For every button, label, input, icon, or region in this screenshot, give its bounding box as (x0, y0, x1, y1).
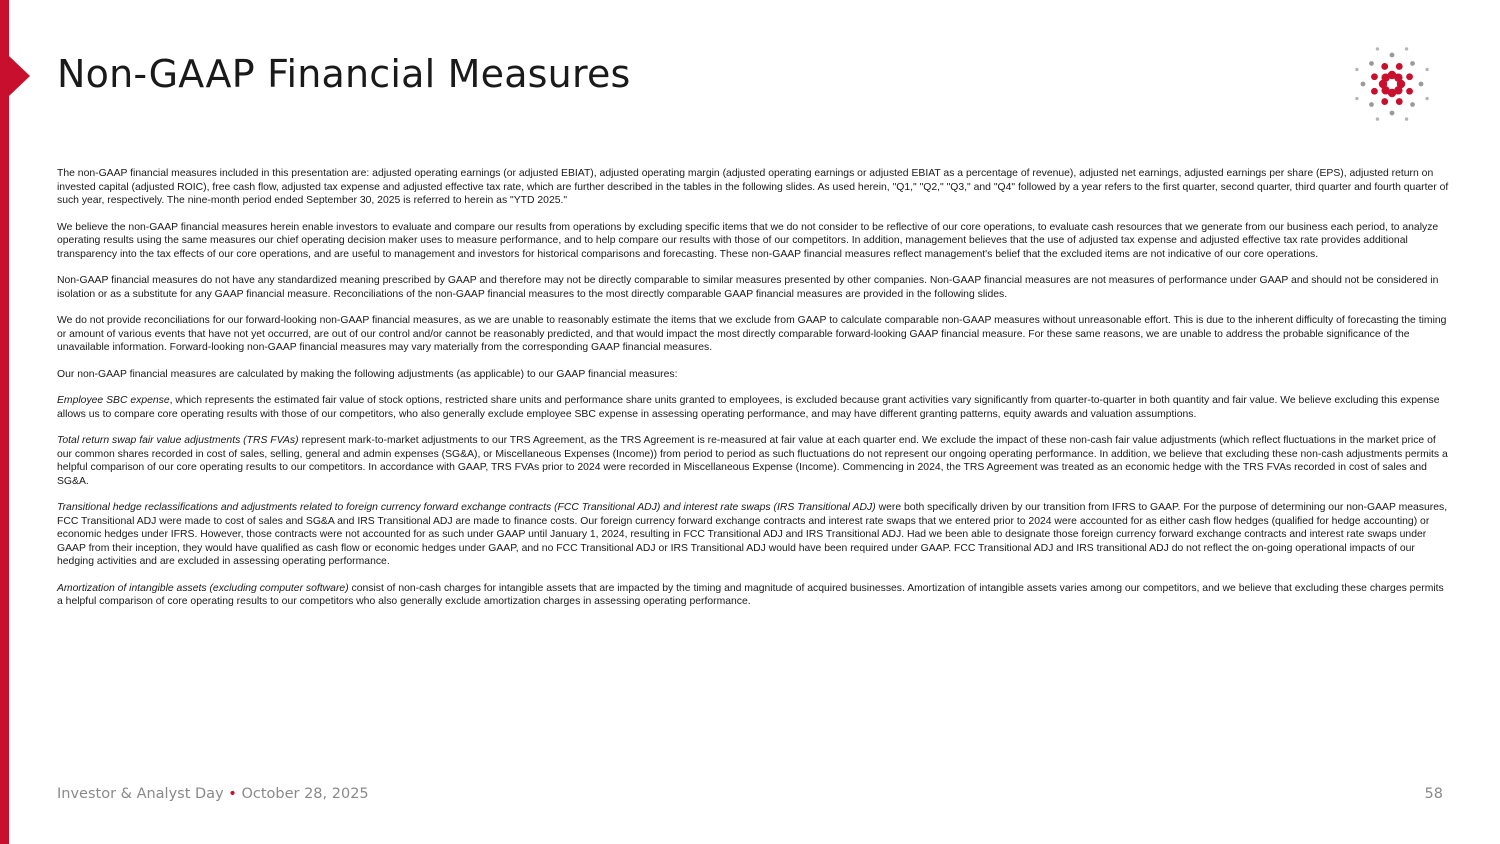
paragraph-text: consist of non-cash charges for intangible assets that are impacted by the timing and magnitude of acquired businesses. Amortization of intangible assets varies among our competitors, and we believe that excluding these charges permits a helpful comparison of core operating results to our competitors who also generally exclude amortization charges in assessing operating performance. (57, 582, 1444, 607)
page-title: Non-GAAP Financial Measures (57, 52, 631, 96)
title-accent-arrow (9, 56, 30, 96)
footer-event (57, 786, 369, 802)
logo-dot (1355, 97, 1358, 100)
starburst-logo-icon (1350, 34, 1434, 134)
logo-dot (1369, 61, 1374, 66)
paragraph-trs-fvas (57, 434, 1449, 488)
paragraph-employee-sbc (57, 394, 1449, 421)
logo-dot (1406, 73, 1413, 80)
paragraph-measures-list (57, 167, 1449, 208)
paragraph-forward-looking (57, 314, 1449, 355)
paragraph-lead: Transitional hedge reclassifications and adjustments related to foreign currency forward exchange contracts (FCC Transitional ADJ) and interest rate swaps (IRS Transitional ADJ) (57, 502, 876, 513)
logo-dot (1405, 117, 1408, 120)
footer-separator-dot: • (228, 786, 237, 802)
logo-dot (1390, 111, 1395, 116)
paragraph-adjustments-intro (57, 368, 1449, 382)
logo-dot (1369, 102, 1374, 107)
paragraph-investor-rationale (57, 221, 1449, 262)
logo-dot (1361, 82, 1366, 87)
paragraph-amortization (57, 582, 1449, 609)
disclosure-body (57, 167, 1449, 622)
logo-dot (1406, 88, 1413, 95)
logo-dot (1355, 68, 1358, 71)
paragraph-text: We believe the non-GAAP financial measures herein enable investors to evaluate and compare our results from operations by excluding specific items that we do not consider to be reflective of our core operations, to evaluate cash resources that we generate from our business each period, to analyze operating results using the same measures our chief operating decision maker uses to measure performance, and to help compare our results with those of our competitors. In addition, management believes that the use of adjusted tax expense and adjusted effective tax rate provides additional transparency into the tax effects of our core operations, and are useful to management and investors for historical comparisons and forecasting. These non-GAAP financial measures reflect management's belief that the excluded items are not indicative of our core operations. (57, 221, 1439, 260)
paragraph-text: The non-GAAP financial measures included in this presentation are: adjusted operating earnings (or adjusted EBIAT), adjusted operating margin (adjusted operating earnings or adjusted EBIAT as a percentage of revenue), adjusted net earnings, adjusted earnings per share (EPS), adjusted return on invested capital (adjusted ROIC), free cash flow, adjusted tax expense and adjusted effective tax rate, which are further described in the tables in the following slides. As used herein, "Q1," "Q2," "Q3," and "Q4" followed by a year refers to the first quarter, second quarter, third quarter and fourth quarter of such year, respectively. The nine-month period ended September 30, 2025 is referred to herein as "YTD 2025." (57, 168, 1449, 206)
logo-dot (1425, 97, 1428, 100)
paragraph-text: , which represents the estimated fair value of stock options, restricted share units and performance share units granted to employees, is excluded because grant activities vary significantly from quarter-to-quarter in both quantity and fair value. We believe excluding this expense allows us to compare core operating results with those of our competitors, who also generally exclude employee SBC expense in assessing operating performance, and may have different granting patterns, equity awards and valuation assumptions. (57, 395, 1440, 420)
paragraph-lead: Amortization of intangible assets (excluding computer software) (57, 582, 349, 594)
paragraph-lead: Total return swap fair value adjustments (TRS FVAs) (57, 435, 299, 446)
logo-dot (1394, 73, 1402, 81)
logo-dot (1410, 102, 1415, 107)
logo-dot (1405, 47, 1408, 50)
logo-dot (1381, 98, 1388, 105)
left-accent-bar (0, 0, 9, 844)
footer-event-name: Investor & Analyst Day (57, 786, 224, 802)
logo-dot (1396, 63, 1403, 70)
paragraph-text: Our non-GAAP financial measures are calculated by making the following adjustments (as applicable) to our GAAP financial measures: (57, 368, 678, 380)
logo-dot (1396, 98, 1403, 105)
logo-dot (1376, 117, 1379, 120)
paragraph-text: We do not provide reconciliations for our forward-looking non-GAAP financial measures, as we are unable to reasonably estimate the items that we exclude from GAAP to calculate comparable non-GAAP measures without unreasonable effort. This is due to the inherent difficulty of forecasting the timing or amount of various events that have not yet occurred, are out of our control and/or cannot be reasonably predicted, and that would impact the most directly comparable forward-looking GAAP financial measure. For these same reasons, we are unable to address the probable significance of the unavailable information. Forward-looking non-GAAP financial measures may vary materially from the corresponding GAAP financial measures. (57, 315, 1447, 353)
logo-dot (1410, 61, 1415, 66)
logo-dot (1390, 53, 1395, 58)
paragraph-text: were both specifically driven by our transition from IFRS to GAAP. For the purpose of determining our non-GAAP measures, FCC Transitional ADJ were made to cost of sales and SG&A and IRS Transitional ADJ are made to finance costs. Our foreign currency forward exchange contracts and interest rate swaps that we entered prior to 2024 were accounted for as either cash flow hedges (qualified for hedge accounting) or economic hedges under IFRS. However, those contracts were not accounted for as such under GAAP until January 1, 2024, resulting in FCC Transitional ADJ and IRS Transitional ADJ. Had we been able to designate those foreign currency forward exchange contracts and interest rate swaps under GAAP from their inception, they would have qualified as cash flow or economic hedges under GAAP, and no FCC Transitional ADJ or IRS Transitional ADJ would have been required under GAAP. FCC Transitional ADJ and IRS transitional ADJ do not reflect the on-going operational impacts of our hedging activities and are excluded in assessing operating performance. (57, 502, 1448, 567)
logo-dot (1419, 82, 1424, 87)
paragraph-text: Non-GAAP financial measures do not have any standardized meaning prescribed by GAAP and therefore may not be directly comparable to similar measures presented by other companies. Non-GAAP financial measures are not measures of performance under GAAP and should not be considered in isolation or as a substitute for any GAAP financial measure. Reconciliations of the non-GAAP financial measures to the most directly comparable GAAP financial measures are provided in the following slides. (57, 275, 1439, 300)
paragraph-text: represent mark-to-market adjustments to our TRS Agreement, as the TRS Agreement is re-measured at fair value at each quarter end. We exclude the impact of these non-cash fair value adjustments (which reflect fluctuations in the market price of our common shares recorded in cost of sales, selling, general and admin expenses (SG&A), or Miscellaneous Expenses (Income)) from period to period as such fluctuations do not represent our ongoing operating performance. In addition, we believe that excluding these non-cash adjustments permits a helpful comparison of our core operating results to our competitors. In accordance with GAAP, TRS FVAs prior to 2024 were recorded in Miscellaneous Expense (Income). Commencing in 2024, the TRS Agreement was treated as an economic hedge with the TRS FVAs recorded in cost of sales and SG&A. (57, 435, 1448, 487)
logo-dot (1371, 73, 1378, 80)
page-number: 58 (1424, 786, 1443, 802)
logo-dot (1376, 47, 1379, 50)
logo-dot (1371, 88, 1378, 95)
footer-date: October 28, 2025 (241, 786, 369, 802)
logo-dot (1425, 68, 1428, 71)
logo-dot (1381, 63, 1388, 70)
paragraph-transitional-hedge (57, 501, 1449, 569)
paragraph-gaap-comparability (57, 274, 1449, 301)
paragraph-lead: Employee SBC expense (57, 395, 170, 406)
